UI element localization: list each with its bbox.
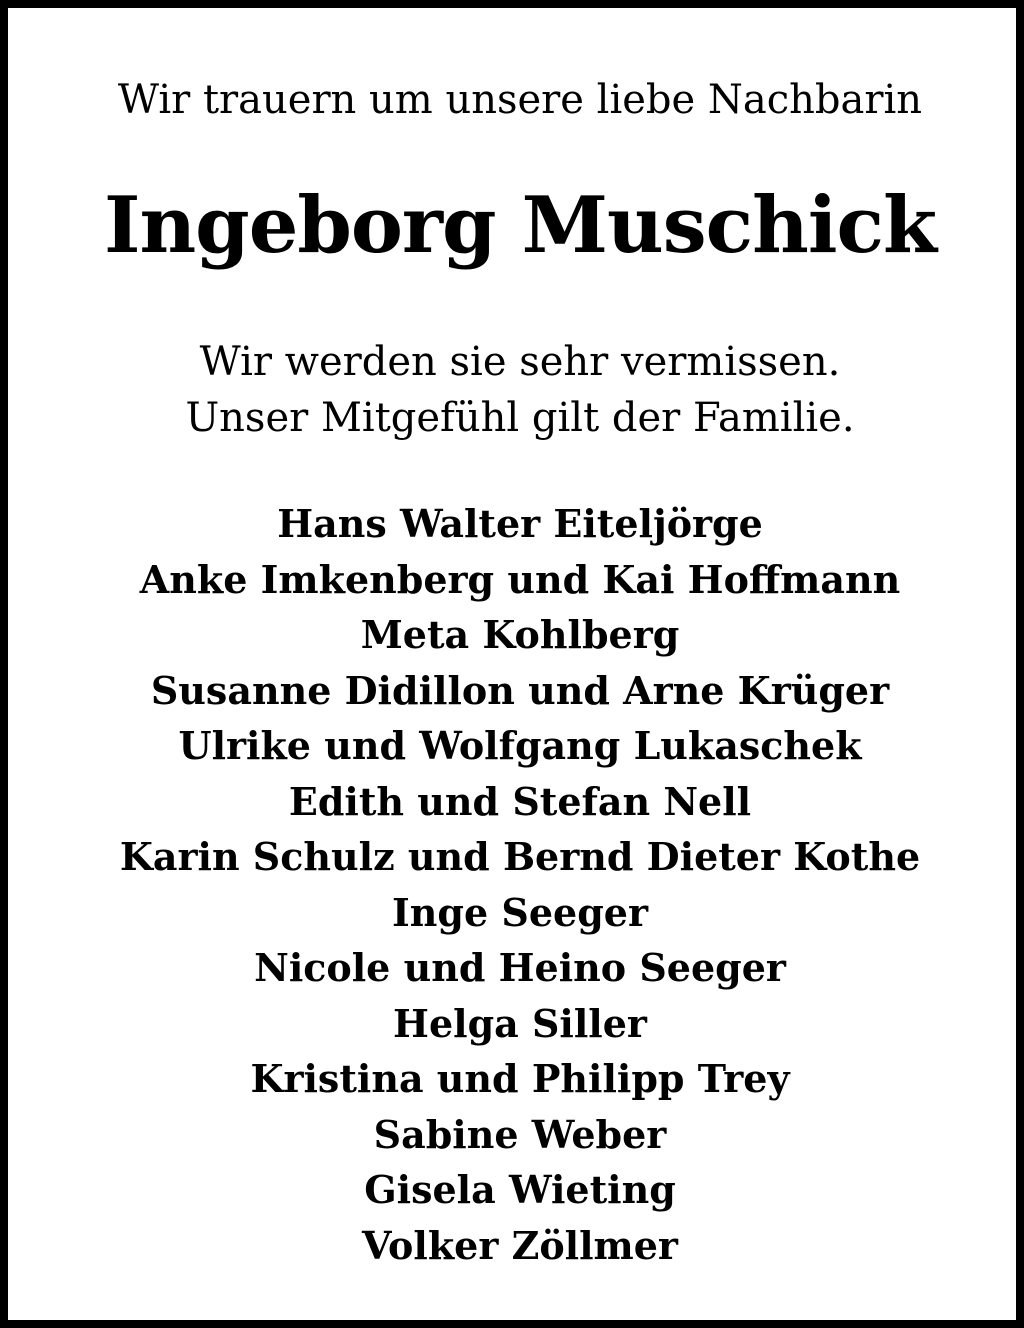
signer-name: Kristina und Philipp Trey xyxy=(250,1056,790,1101)
signer-name: Karin Schulz und Bernd Dieter Kothe xyxy=(119,834,921,879)
signer-name: Hans Walter Eiteljörge xyxy=(277,501,763,546)
signer-name: Helga Siller xyxy=(393,1000,647,1046)
condolence-message xyxy=(16,334,1024,446)
intro-line: Wir trauern um unsere liebe Nachbarin xyxy=(117,77,923,123)
signer-name: Gisela Wieting xyxy=(364,1167,676,1212)
signer-name: Volker Zöllmer xyxy=(362,1222,678,1268)
message-line: Unser Mitgefühl gilt der Familie. xyxy=(185,395,855,441)
signer-name: Inge Seeger xyxy=(392,889,648,935)
signer-name: Sabine Weber xyxy=(373,1111,667,1157)
signer-name: Ulrike und Wolfgang Lukaschek xyxy=(178,723,862,768)
signer-name: Meta Kohlberg xyxy=(360,612,680,657)
deceased-name: Ingeborg Muschick xyxy=(103,180,937,271)
signer-name: Susanne Didillon und Arne Krüger xyxy=(150,667,890,713)
signer-name: Anke Imkenberg und Kai Hoffmann xyxy=(139,556,901,602)
message-line: Wir werden sie sehr vermissen. xyxy=(199,339,841,385)
signer-list xyxy=(16,496,1024,1273)
signer-name: Nicole und Heino Seeger xyxy=(254,945,786,990)
signer-name: Edith und Stefan Nell xyxy=(288,778,752,824)
